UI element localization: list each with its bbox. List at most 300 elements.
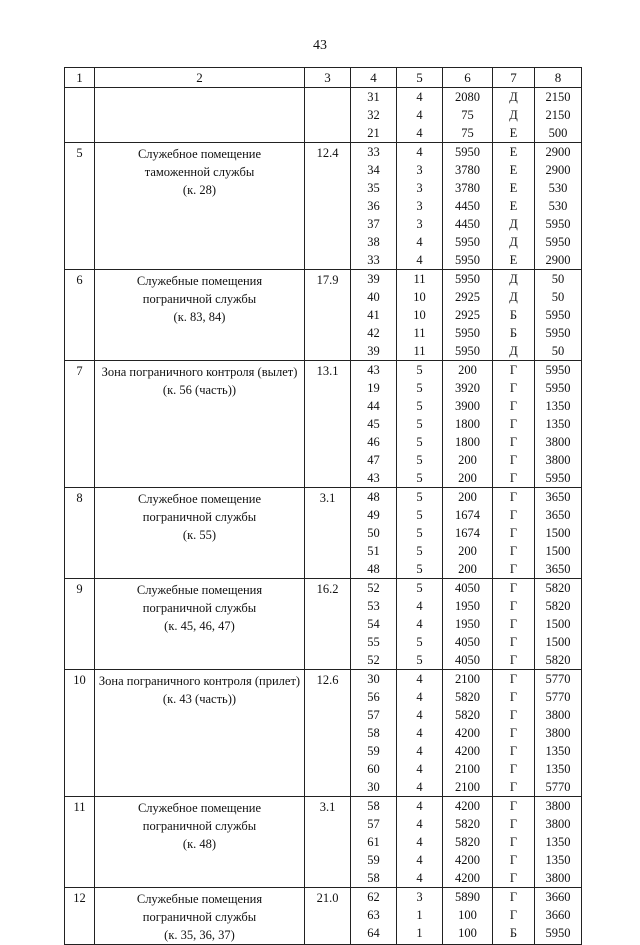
column-6-value: 4200 [455, 799, 480, 813]
column-7-letter: Е [509, 145, 518, 159]
room-name-line: (к. 28) [182, 183, 217, 197]
column-5-value: 5 [416, 381, 423, 395]
column-7-letter-cell [493, 143, 535, 270]
point-number: 38 [367, 235, 380, 249]
column-7-letter: Г [509, 653, 518, 667]
table-row [65, 888, 582, 945]
column-8-value: 5770 [545, 672, 571, 686]
point-number: 58 [367, 871, 380, 885]
room-name [95, 579, 305, 670]
column-7-letter: Г [509, 672, 518, 686]
column-5-value: 1 [416, 908, 423, 922]
point-number: 43 [367, 363, 380, 377]
point-number: 44 [367, 399, 380, 413]
point-number: 43 [367, 471, 380, 485]
point-number-cell [351, 670, 397, 797]
room-name-line: пограничной службы [142, 819, 257, 833]
column-8-value: 2150 [545, 90, 571, 104]
column-8-value-cell [535, 88, 582, 143]
column-8-value: 5950 [545, 217, 571, 231]
table-row [65, 488, 582, 579]
column-6-value: 4200 [455, 726, 480, 740]
column-7-letter-cell [493, 579, 535, 670]
column-6-value: 75 [461, 126, 474, 140]
table-row [65, 143, 582, 270]
column-6-value: 5950 [455, 344, 480, 358]
column-5-value-cell [397, 670, 443, 797]
point-number: 48 [367, 490, 380, 504]
column-6-value: 1800 [455, 417, 480, 431]
column-8-value: 3800 [545, 817, 571, 831]
room-area: 13.1 [305, 361, 351, 488]
column-6-value-cell [443, 270, 493, 361]
point-number: 47 [367, 453, 380, 467]
column-8-value: 1350 [545, 762, 571, 776]
column-5-value: 5 [416, 399, 423, 413]
row-number: 5 [65, 143, 95, 270]
point-number: 61 [367, 835, 380, 849]
column-7-letter: Г [509, 471, 518, 485]
column-7-letter: Г [509, 835, 518, 849]
column-6-value: 1800 [455, 435, 480, 449]
row-number: 9 [65, 579, 95, 670]
room-area: 17.9 [305, 270, 351, 361]
room-name-line: (к. 48) [182, 837, 217, 851]
column-5-value: 4 [416, 708, 423, 722]
room-name [95, 670, 305, 797]
column-5-value: 4 [416, 853, 423, 867]
column-5-value: 4 [416, 799, 423, 813]
column-7-letter: Б [509, 926, 518, 940]
column-7-letter: Г [509, 453, 518, 467]
column-7-letter: Д [509, 235, 518, 249]
room-name-line: Зона пограничного контроля (вылет) [101, 365, 298, 379]
column-7-letter-cell [493, 88, 535, 143]
column-5-value: 10 [413, 290, 426, 304]
column-6-value-cell [443, 579, 493, 670]
column-6-value: 2925 [455, 308, 480, 322]
column-8-value: 3800 [545, 799, 571, 813]
column-5-value-cell [397, 88, 443, 143]
column-6-value: 4450 [455, 217, 480, 231]
column-7-letter: Д [509, 272, 518, 286]
room-name-line: Служебное помещение [137, 492, 262, 506]
point-number: 46 [367, 435, 380, 449]
column-6-value-cell [443, 88, 493, 143]
point-number-cell [351, 143, 397, 270]
point-number: 55 [367, 635, 380, 649]
column-5-value: 4 [416, 235, 423, 249]
column-7-letter: Г [509, 508, 518, 522]
column-6-value: 2100 [455, 762, 480, 776]
column-5-value: 5 [416, 417, 423, 431]
header-cell: 8 [535, 68, 582, 88]
column-7-letter: Г [509, 399, 518, 413]
column-8-value: 5820 [545, 599, 571, 613]
column-5-value: 4 [416, 744, 423, 758]
column-6-value: 3900 [455, 399, 480, 413]
point-number: 41 [367, 308, 380, 322]
point-number-cell [351, 270, 397, 361]
column-6-value: 5820 [455, 835, 480, 849]
column-6-value: 3920 [455, 381, 480, 395]
column-7-letter: Г [509, 581, 518, 595]
point-number: 36 [367, 199, 380, 213]
column-7-letter: Д [509, 90, 518, 104]
room-name-line: Служебное помещение [137, 801, 262, 815]
point-number: 35 [367, 181, 380, 195]
column-7-letter: Г [509, 381, 518, 395]
column-6-value: 5950 [455, 235, 480, 249]
column-5-value: 3 [416, 890, 423, 904]
point-number: 56 [367, 690, 380, 704]
column-8-value: 5950 [545, 326, 571, 340]
column-7-letter: Г [509, 762, 518, 776]
room-name-line: (к. 43 (часть)) [162, 692, 237, 706]
room-area [305, 88, 351, 143]
point-number: 31 [367, 90, 380, 104]
column-6-value: 200 [458, 453, 477, 467]
column-5-value: 4 [416, 599, 423, 613]
column-5-value-cell [397, 797, 443, 888]
column-6-value: 1950 [455, 599, 480, 613]
point-number-cell [351, 797, 397, 888]
column-8-value: 1350 [545, 744, 571, 758]
column-7-letter: Г [509, 490, 518, 504]
column-7-letter: Б [509, 308, 518, 322]
column-5-value: 4 [416, 817, 423, 831]
room-area: 3.1 [305, 488, 351, 579]
column-8-value-cell [535, 143, 582, 270]
column-8-value: 530 [548, 199, 568, 213]
column-5-value: 5 [416, 526, 423, 540]
row-number: 11 [65, 797, 95, 888]
column-8-value: 1350 [545, 853, 571, 867]
header-cell: 6 [443, 68, 493, 88]
column-8-value-cell [535, 797, 582, 888]
column-6-value: 2080 [455, 90, 480, 104]
column-6-value: 200 [458, 471, 477, 485]
column-5-value-cell [397, 143, 443, 270]
point-number: 34 [367, 163, 380, 177]
room-name [95, 270, 305, 361]
column-5-value: 5 [416, 471, 423, 485]
column-8-value: 5820 [545, 581, 571, 595]
point-number: 45 [367, 417, 380, 431]
table-row [65, 361, 582, 488]
column-6-value-cell [443, 143, 493, 270]
column-8-value: 5820 [545, 653, 571, 667]
column-6-value: 4450 [455, 199, 480, 213]
room-name-line: пограничной службы [142, 510, 257, 524]
column-7-letter: Е [509, 126, 518, 140]
column-7-letter: Г [509, 817, 518, 831]
column-6-value: 1674 [455, 508, 480, 522]
point-number: 50 [367, 526, 380, 540]
column-5-value-cell [397, 270, 443, 361]
column-5-value: 5 [416, 544, 423, 558]
column-8-value: 1500 [545, 617, 571, 631]
column-6-value: 4050 [455, 635, 480, 649]
room-name-line: Служебные помещения [136, 583, 263, 597]
room-name [95, 361, 305, 488]
point-number: 39 [367, 272, 380, 286]
column-5-value-cell [397, 361, 443, 488]
column-8-value: 5770 [545, 780, 571, 794]
column-5-value: 11 [413, 272, 426, 286]
column-6-value: 5950 [455, 272, 480, 286]
column-7-letter: Г [509, 562, 518, 576]
page-number: 43 [313, 38, 327, 53]
column-5-value: 5 [416, 435, 423, 449]
column-6-value: 1950 [455, 617, 480, 631]
column-8-value: 3650 [545, 508, 571, 522]
column-6-value: 3780 [455, 181, 480, 195]
column-5-value: 3 [416, 181, 423, 195]
row-number: 10 [65, 670, 95, 797]
column-8-value: 1350 [545, 399, 571, 413]
column-8-value: 3650 [545, 562, 571, 576]
room-area: 21.0 [305, 888, 351, 945]
column-6-value: 100 [458, 926, 477, 940]
point-number: 54 [367, 617, 380, 631]
column-6-value-cell [443, 888, 493, 945]
column-7-letter: Г [509, 544, 518, 558]
point-number: 58 [367, 799, 380, 813]
column-8-value: 5950 [545, 363, 571, 377]
point-number-cell [351, 579, 397, 670]
column-8-value: 2900 [545, 253, 571, 267]
column-5-value: 4 [416, 126, 423, 140]
column-8-value: 3660 [545, 890, 571, 904]
column-6-value-cell [443, 361, 493, 488]
column-6-value: 5820 [455, 817, 480, 831]
column-5-value-cell [397, 888, 443, 945]
point-number: 48 [367, 562, 380, 576]
column-8-value: 5950 [545, 235, 571, 249]
column-5-value: 5 [416, 490, 423, 504]
column-6-value: 5950 [455, 253, 480, 267]
table-row [65, 270, 582, 361]
column-7-letter: Г [509, 417, 518, 431]
header-row [65, 68, 582, 88]
column-5-value: 5 [416, 562, 423, 576]
column-5-value: 4 [416, 780, 423, 794]
point-number: 30 [367, 780, 380, 794]
column-7-letter: Г [509, 908, 518, 922]
point-number: 40 [367, 290, 380, 304]
header-cell: 4 [351, 68, 397, 88]
column-5-value: 5 [416, 581, 423, 595]
column-5-value: 4 [416, 90, 423, 104]
point-number: 59 [367, 744, 380, 758]
column-5-value: 4 [416, 617, 423, 631]
column-6-value: 4050 [455, 581, 480, 595]
column-8-value-cell [535, 488, 582, 579]
column-6-value: 5820 [455, 690, 480, 704]
column-8-value: 3650 [545, 490, 571, 504]
column-5-value: 3 [416, 163, 423, 177]
point-number: 37 [367, 217, 380, 231]
table-row [65, 797, 582, 888]
column-5-value: 5 [416, 363, 423, 377]
point-number: 39 [367, 344, 380, 358]
column-8-value: 5770 [545, 690, 571, 704]
column-8-value: 5950 [545, 926, 571, 940]
column-6-value: 4200 [455, 871, 480, 885]
column-8-value: 1500 [545, 526, 571, 540]
room-name-line: (к. 35, 36, 37) [164, 928, 235, 942]
column-6-value: 4200 [455, 744, 480, 758]
room-name-line: Зона пограничного контроля (прилет) [98, 674, 301, 688]
point-number: 58 [367, 726, 380, 740]
column-6-value-cell [443, 797, 493, 888]
column-7-letter: Г [509, 690, 518, 704]
point-number: 33 [367, 253, 380, 267]
room-area: 3.1 [305, 797, 351, 888]
column-5-value: 1 [416, 926, 423, 940]
room-area: 12.4 [305, 143, 351, 270]
column-6-value: 1674 [455, 526, 480, 540]
column-5-value-cell [397, 579, 443, 670]
column-6-value: 3780 [455, 163, 480, 177]
column-8-value: 1350 [545, 417, 571, 431]
column-7-letter: Г [509, 853, 518, 867]
column-5-value: 11 [413, 344, 426, 358]
column-7-letter: Е [509, 199, 518, 213]
point-number: 62 [367, 890, 380, 904]
column-8-value: 2900 [545, 145, 571, 159]
room-name-line: пограничной службы [142, 292, 257, 306]
column-7-letter: Д [509, 108, 518, 122]
point-number: 19 [367, 381, 380, 395]
column-5-value: 5 [416, 653, 423, 667]
coordinates-table [64, 67, 582, 945]
table-row [65, 670, 582, 797]
column-5-value: 5 [416, 508, 423, 522]
room-name-line: таможенной службы [144, 165, 255, 179]
column-8-value: 50 [551, 344, 565, 358]
point-number: 33 [367, 145, 380, 159]
room-name-line: Служебное помещение [137, 147, 262, 161]
point-number: 53 [367, 599, 380, 613]
column-6-value: 2925 [455, 290, 480, 304]
room-name-line: Служебные помещения [136, 892, 263, 906]
room-name-line: (к. 56 (часть)) [162, 383, 237, 397]
column-7-letter: Г [509, 744, 518, 758]
column-7-letter: Г [509, 635, 518, 649]
column-8-value: 1500 [545, 635, 571, 649]
point-number: 59 [367, 853, 380, 867]
column-7-letter-cell [493, 270, 535, 361]
column-8-value-cell [535, 270, 582, 361]
column-7-letter: Е [509, 253, 518, 267]
column-7-letter: Е [509, 163, 518, 177]
column-7-letter: Е [509, 181, 518, 195]
column-6-value: 75 [461, 108, 474, 122]
column-8-value: 2150 [545, 108, 571, 122]
column-7-letter: Г [509, 871, 518, 885]
row-number: 8 [65, 488, 95, 579]
column-8-value: 50 [551, 272, 565, 286]
column-5-value: 5 [416, 635, 423, 649]
row-number: 12 [65, 888, 95, 945]
column-8-value: 530 [548, 181, 568, 195]
column-6-value: 2100 [455, 780, 480, 794]
header-cell: 5 [397, 68, 443, 88]
column-5-value-cell [397, 488, 443, 579]
column-7-letter: Г [509, 708, 518, 722]
column-8-value: 50 [551, 290, 565, 304]
column-5-value: 4 [416, 726, 423, 740]
column-8-value: 3800 [545, 871, 571, 885]
room-name-line: пограничной службы [142, 910, 257, 924]
room-name [95, 143, 305, 270]
point-number: 32 [367, 108, 380, 122]
column-8-value: 3800 [545, 708, 571, 722]
column-8-value-cell [535, 361, 582, 488]
column-8-value: 3800 [545, 453, 571, 467]
point-number-cell [351, 888, 397, 945]
column-8-value: 1350 [545, 835, 571, 849]
column-7-letter: Д [509, 344, 518, 358]
point-number: 30 [367, 672, 380, 686]
column-5-value: 3 [416, 199, 423, 213]
room-name-line: Служебные помещения [136, 274, 263, 288]
point-number: 52 [367, 581, 380, 595]
room-name [95, 488, 305, 579]
column-7-letter-cell [493, 888, 535, 945]
column-7-letter: Б [509, 326, 518, 340]
column-7-letter: Г [509, 799, 518, 813]
table-row [65, 579, 582, 670]
column-6-value: 5890 [455, 890, 480, 904]
room-area: 16.2 [305, 579, 351, 670]
point-number: 49 [367, 508, 380, 522]
room-name-line: (к. 55) [182, 528, 217, 542]
column-6-value: 5950 [455, 145, 480, 159]
point-number: 52 [367, 653, 380, 667]
column-6-value-cell [443, 488, 493, 579]
column-7-letter: Г [509, 526, 518, 540]
column-8-value: 3800 [545, 726, 571, 740]
column-5-value: 4 [416, 762, 423, 776]
column-8-value: 5950 [545, 471, 571, 485]
column-6-value: 200 [458, 490, 477, 504]
room-name-line: (к. 83, 84) [173, 310, 226, 324]
column-6-value: 200 [458, 544, 477, 558]
column-6-value: 4050 [455, 653, 480, 667]
column-6-value: 200 [458, 562, 477, 576]
column-8-value: 5950 [545, 308, 571, 322]
column-8-value: 2900 [545, 163, 571, 177]
point-number: 21 [367, 126, 380, 140]
column-5-value: 4 [416, 108, 423, 122]
row-number: 7 [65, 361, 95, 488]
column-7-letter: Г [509, 780, 518, 794]
column-7-letter: Г [509, 890, 518, 904]
point-number: 57 [367, 817, 380, 831]
column-7-letter: Г [509, 363, 518, 377]
column-6-value: 5820 [455, 708, 480, 722]
point-number: 60 [367, 762, 380, 776]
column-6-value: 4200 [455, 853, 480, 867]
column-8-value-cell [535, 670, 582, 797]
column-7-letter: Г [509, 599, 518, 613]
row-number [65, 88, 95, 143]
column-6-value: 5950 [455, 326, 480, 340]
header-cell: 3 [305, 68, 351, 88]
